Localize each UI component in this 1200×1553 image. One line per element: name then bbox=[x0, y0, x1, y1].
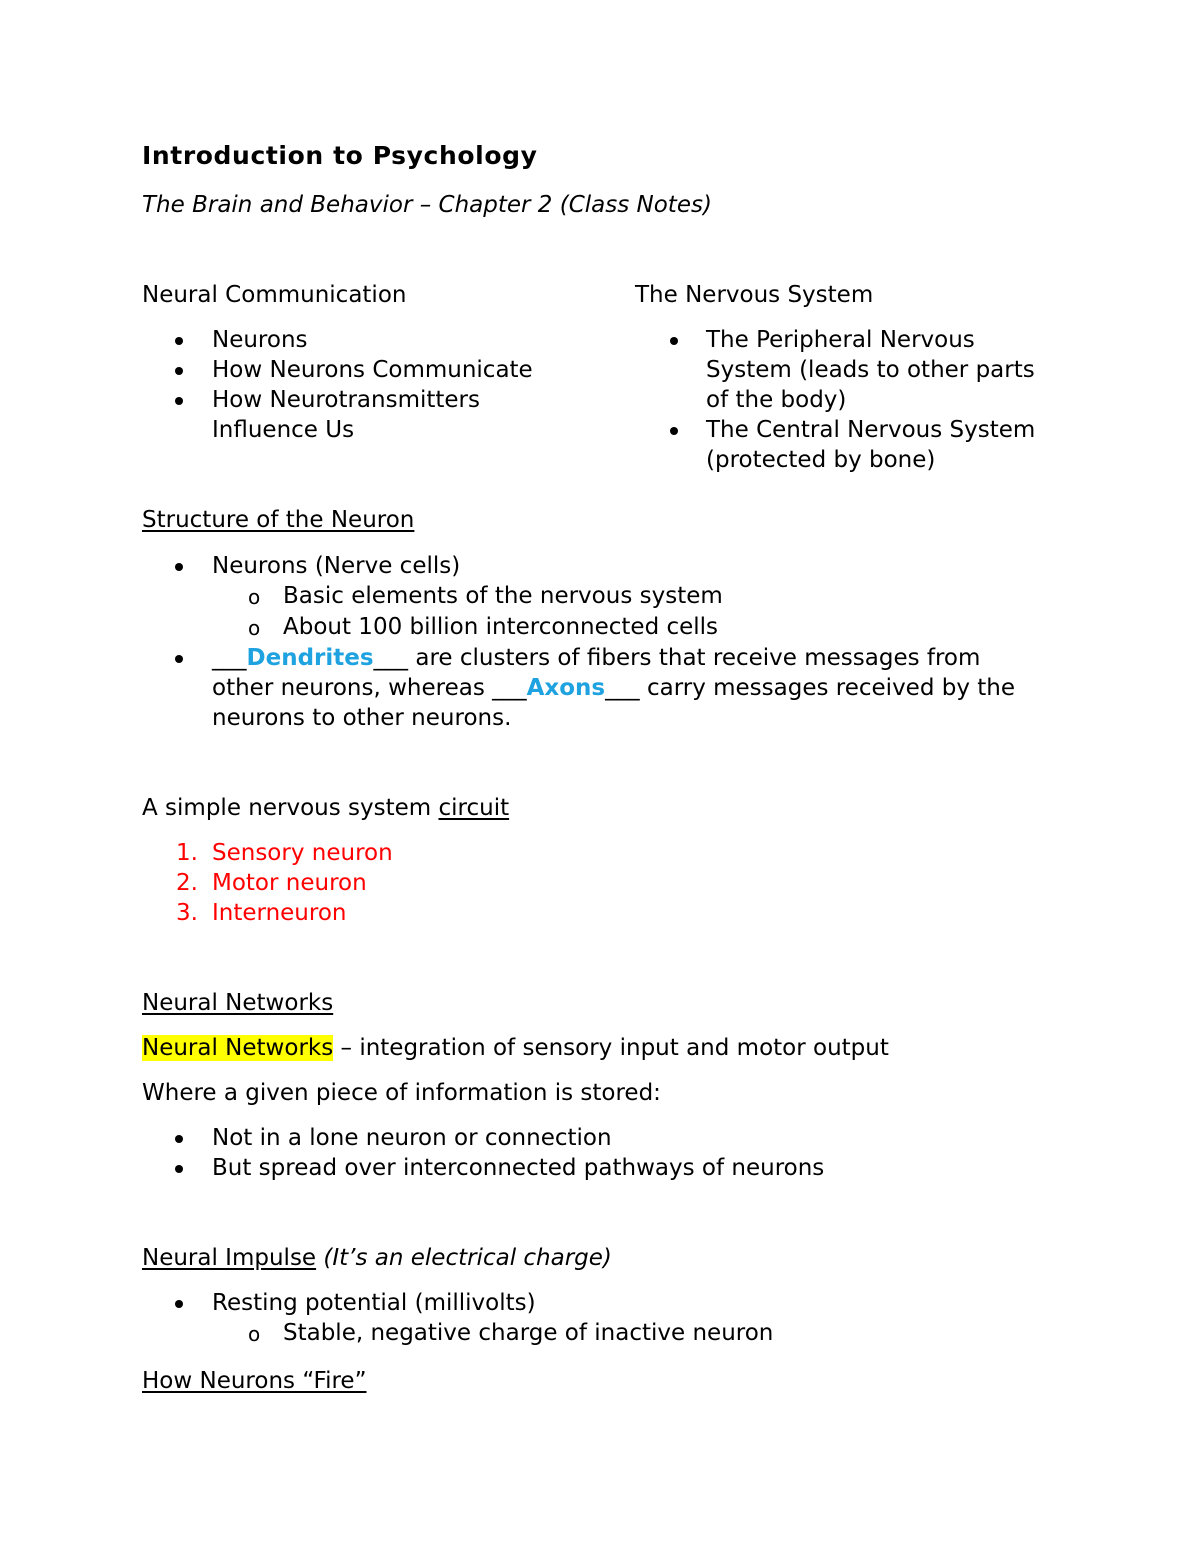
list-item: The Peripheral Nervous bbox=[706, 327, 975, 353]
sub-list-item: Stable, negative charge of inactive neuron bbox=[283, 1320, 774, 1346]
axons-line bbox=[212, 673, 1015, 703]
sub-bullet-icon: o bbox=[248, 585, 261, 609]
list-item: Neurons (Nerve cells) bbox=[212, 553, 461, 579]
highlighted-term: Neural Networks bbox=[142, 1035, 334, 1061]
list-item: Resting potential (millivolts) bbox=[212, 1290, 536, 1316]
definition-text: – integration of sensory input and motor output bbox=[333, 1035, 889, 1061]
fire-heading: How Neurons “Fire” bbox=[142, 1368, 367, 1394]
paragraph: Where a given piece of information is stored: bbox=[142, 1080, 661, 1106]
list-item-continuation: System (leads to other parts bbox=[706, 357, 1035, 383]
dendrites-text: are clusters of fibers that receive messages from bbox=[408, 645, 981, 671]
blank: ___ bbox=[492, 675, 527, 701]
list-item: How Neurotransmitters bbox=[212, 387, 480, 413]
nervous-system-heading: The Nervous System bbox=[635, 282, 874, 308]
axons-answer: Axons bbox=[526, 675, 606, 701]
sub-bullet-icon: o bbox=[248, 616, 261, 640]
list-number: 3. bbox=[176, 900, 198, 926]
list-item: Not in a lone neuron or connection bbox=[212, 1125, 612, 1151]
impulse-note: (It’s an electrical charge) bbox=[316, 1245, 612, 1271]
numbered-item: Sensory neuron bbox=[212, 840, 393, 866]
sub-bullet-icon: o bbox=[248, 1322, 261, 1346]
networks-definition bbox=[142, 1033, 889, 1063]
list-item-continuation: (protected by bone) bbox=[706, 447, 936, 473]
circuit-heading-text: A simple nervous system bbox=[142, 795, 439, 821]
list-item: The Central Nervous System bbox=[706, 417, 1036, 443]
list-item-continuation: of the body) bbox=[706, 387, 847, 413]
bullet-icon bbox=[670, 337, 678, 345]
bullet-icon bbox=[175, 1300, 183, 1308]
bullet-icon bbox=[175, 1165, 183, 1173]
circuit-heading bbox=[142, 793, 509, 823]
dendrites-line bbox=[212, 643, 980, 673]
numbered-item: Motor neuron bbox=[212, 870, 367, 896]
list-item: How Neurons Communicate bbox=[212, 357, 533, 383]
page-title: Introduction to Psychology bbox=[142, 141, 538, 170]
blank: ___ bbox=[212, 645, 247, 671]
bullet-icon bbox=[175, 563, 183, 571]
list-item-continuation: neurons to other neurons. bbox=[212, 705, 512, 731]
bullet-icon bbox=[175, 1135, 183, 1143]
list-item: But spread over interconnected pathways of neurons bbox=[212, 1155, 825, 1181]
numbered-item: Interneuron bbox=[212, 900, 347, 926]
list-item: Neurons bbox=[212, 327, 308, 353]
sub-list-item: About 100 billion interconnected cells bbox=[283, 614, 719, 640]
list-number: 1. bbox=[176, 840, 198, 866]
structure-heading: Structure of the Neuron bbox=[142, 507, 415, 533]
bullet-icon bbox=[175, 367, 183, 375]
impulse-heading-text: Neural Impulse bbox=[142, 1245, 317, 1271]
neural-communication-heading: Neural Communication bbox=[142, 282, 407, 308]
axons-text-post: carry messages received by the bbox=[639, 675, 1016, 701]
bullet-icon bbox=[175, 397, 183, 405]
impulse-heading bbox=[142, 1243, 612, 1273]
list-item-continuation: Influence Us bbox=[212, 417, 355, 443]
page-subtitle: The Brain and Behavior – Chapter 2 (Class Notes) bbox=[142, 192, 712, 218]
blank: ___ bbox=[373, 645, 409, 671]
axons-text-pre: other neurons, whereas bbox=[212, 675, 493, 701]
bullet-icon bbox=[175, 337, 183, 345]
circuit-heading-underlined: circuit bbox=[438, 795, 510, 821]
sub-list-item: Basic elements of the nervous system bbox=[283, 583, 723, 609]
networks-heading: Neural Networks bbox=[142, 990, 334, 1016]
blank: ___ bbox=[605, 675, 640, 701]
dendrites-answer: Dendrites bbox=[246, 645, 374, 671]
bullet-icon bbox=[175, 655, 183, 663]
list-number: 2. bbox=[176, 870, 198, 896]
bullet-icon bbox=[670, 427, 678, 435]
